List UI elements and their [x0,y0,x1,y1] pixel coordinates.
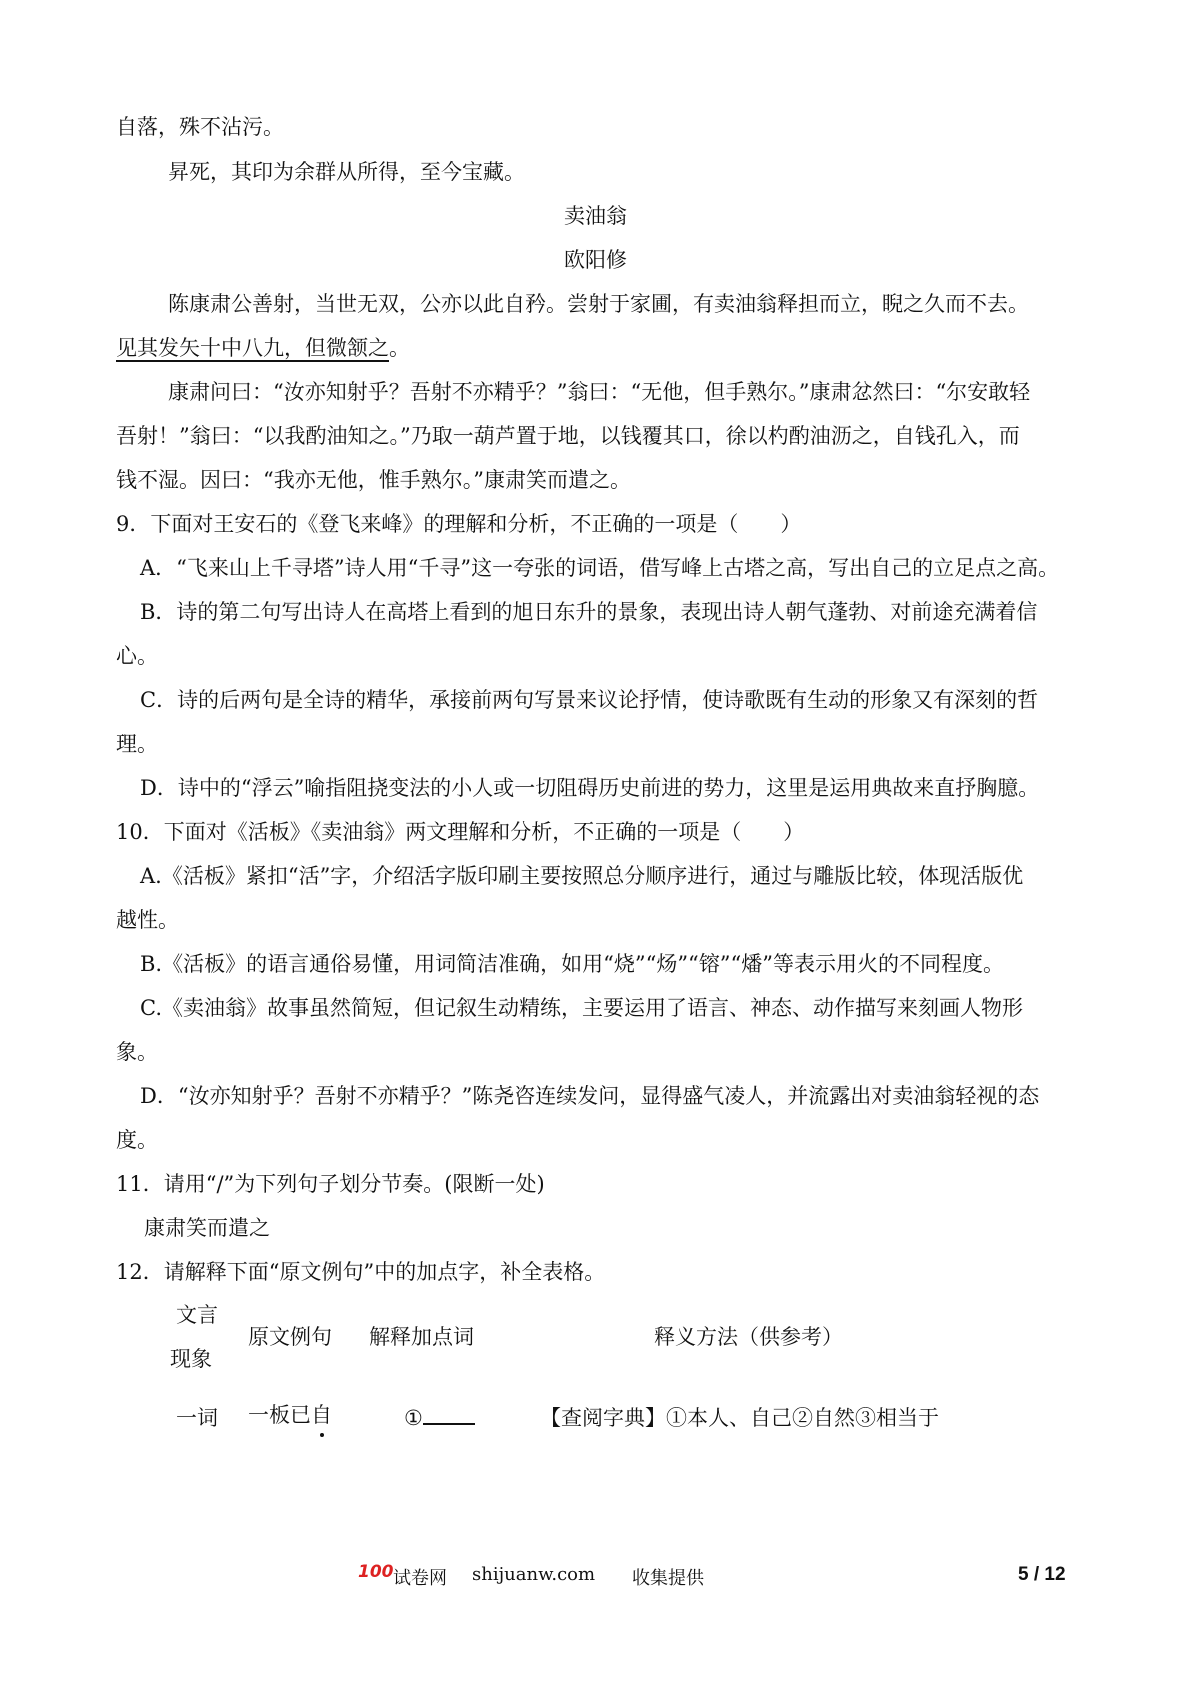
question-12-stem: 12．请解释下面“原文例句”中的加点字，补全表格。 [116,1260,606,1284]
text-line: 昇死，其印为余群从所得，至今宝藏。 [168,160,525,184]
table-header-method: 释义方法（供参考） [654,1325,843,1349]
question-9-stem: 9．下面对王安石的《登飞来峰》的理解和分析，不正确的一项是（ ） [116,512,802,536]
question-10-option-c-cont: 象。 [116,1040,158,1064]
site-name: 试卷网 [393,1568,447,1589]
site-domain: shijuanw.com [472,1564,596,1585]
question-10-option-a: A.《活板》紧扣“活”字，介绍活字版印刷主要按照总分顺序进行，通过与雕版比较，体现活版优 [140,864,1024,888]
question-10-option-c: C.《卖油翁》故事虽然简短，但记叙生动精练，主要运用了语言、神态、动作描写来刻画人物形 [140,996,1023,1020]
essay-paragraph-line: 钱不湿。因曰：“我亦无他，惟手熟尔。”康肃笑而遣之。 [116,468,631,492]
answer-blank[interactable] [423,1405,475,1425]
table-cell-method: 【查阅字典】①本人、自己②自然③相当于 [540,1406,939,1430]
table-header-phenomenon-2: 现象 [170,1347,212,1371]
table-cell-answer [404,1403,475,1433]
answer-number: ① [404,1406,423,1430]
question-9-option-b-cont: 心。 [116,644,158,668]
example-text: 一板已 [248,1403,311,1427]
essay-paragraph-line [116,333,410,363]
dotted-char: 自 [311,1400,332,1430]
question-9-option-d: D．诗中的“浮云”喻指阻挠变法的小人或一切阻碍历史前进的势力，这里是运用典故来直抒胸臆。 [140,776,1040,800]
essay-author: 欧阳修 [564,248,627,272]
question-10-stem: 10．下面对《活板》《卖油翁》两文理解和分析，不正确的一项是（ ） [116,820,805,844]
question-9-option-c-cont: 理。 [116,732,158,756]
page-number: 5 / 12 [1018,1564,1066,1585]
question-10-option-b: B.《活板》的语言通俗易懂，用词简洁准确，如用“烧”“炀”“镕”“燔”等表示用火的不同程度。 [140,952,1004,976]
page-footer [0,1562,1191,1592]
question-10-option-d-cont: 度。 [116,1128,158,1152]
question-10-option-d: D．“汝亦知射乎？吾射不亦精乎？”陈尧咨连续发问，显得盛气凌人，并流露出对卖油翁轻视的态 [140,1084,1040,1108]
essay-paragraph-line: 陈康肃公善射，当世无双，公亦以此自矜。尝射于家圃，有卖油翁释担而立，睨之久而不去。 [168,292,1029,316]
question-10-option-a-cont: 越性。 [116,908,179,932]
question-9-option-a: A．“飞来山上千寻塔”诗人用“千寻”这一夸张的词语，借写峰上古塔之高，写出自己的立足点之高。 [140,556,1060,580]
text-line: 自落，殊不沾污。 [116,115,284,139]
question-11-sentence: 康肃笑而遣之 [144,1216,270,1240]
essay-paragraph-line: 吾射！”翁曰：“以我酌油知之。”乃取一葫芦置于地，以钱覆其口，徐以杓酌油沥之，自钱孔入，而 [116,424,1020,448]
site-logo: 100 [358,1562,394,1582]
essay-paragraph-line: 康肃问曰：“汝亦知射乎？吾射不亦精乎？”翁曰：“无他，但手熟尔。”康肃忿然曰：“尔安敢轻 [168,380,1031,404]
table-header-explanation: 解释加点词 [369,1325,474,1349]
underlined-sentence: 见其发矢十中八九，但微颔之 [116,336,389,360]
question-9-option-b: B．诗的第二句写出诗人在高塔上看到的旭日东升的景象，表现出诗人朝气蓬勃、对前途充满着信 [140,600,1038,624]
question-9-option-c: C．诗的后两句是全诗的精华，承接前两句写景来议论抒情，使诗歌既有生动的形象又有深刻的哲 [140,688,1039,712]
punctuation: 。 [389,336,410,360]
table-cell-example [248,1400,332,1430]
essay-title: 卖油翁 [564,204,627,228]
table-header-example: 原文例句 [248,1325,332,1349]
provided-by: 收集提供 [632,1568,704,1589]
question-11-stem: 11．请用“/”为下列句子划分节奏。(限断一处) [116,1172,545,1196]
table-header-phenomenon: 文言 [176,1303,218,1327]
table-cell-phenomenon: 一词 [176,1406,218,1430]
